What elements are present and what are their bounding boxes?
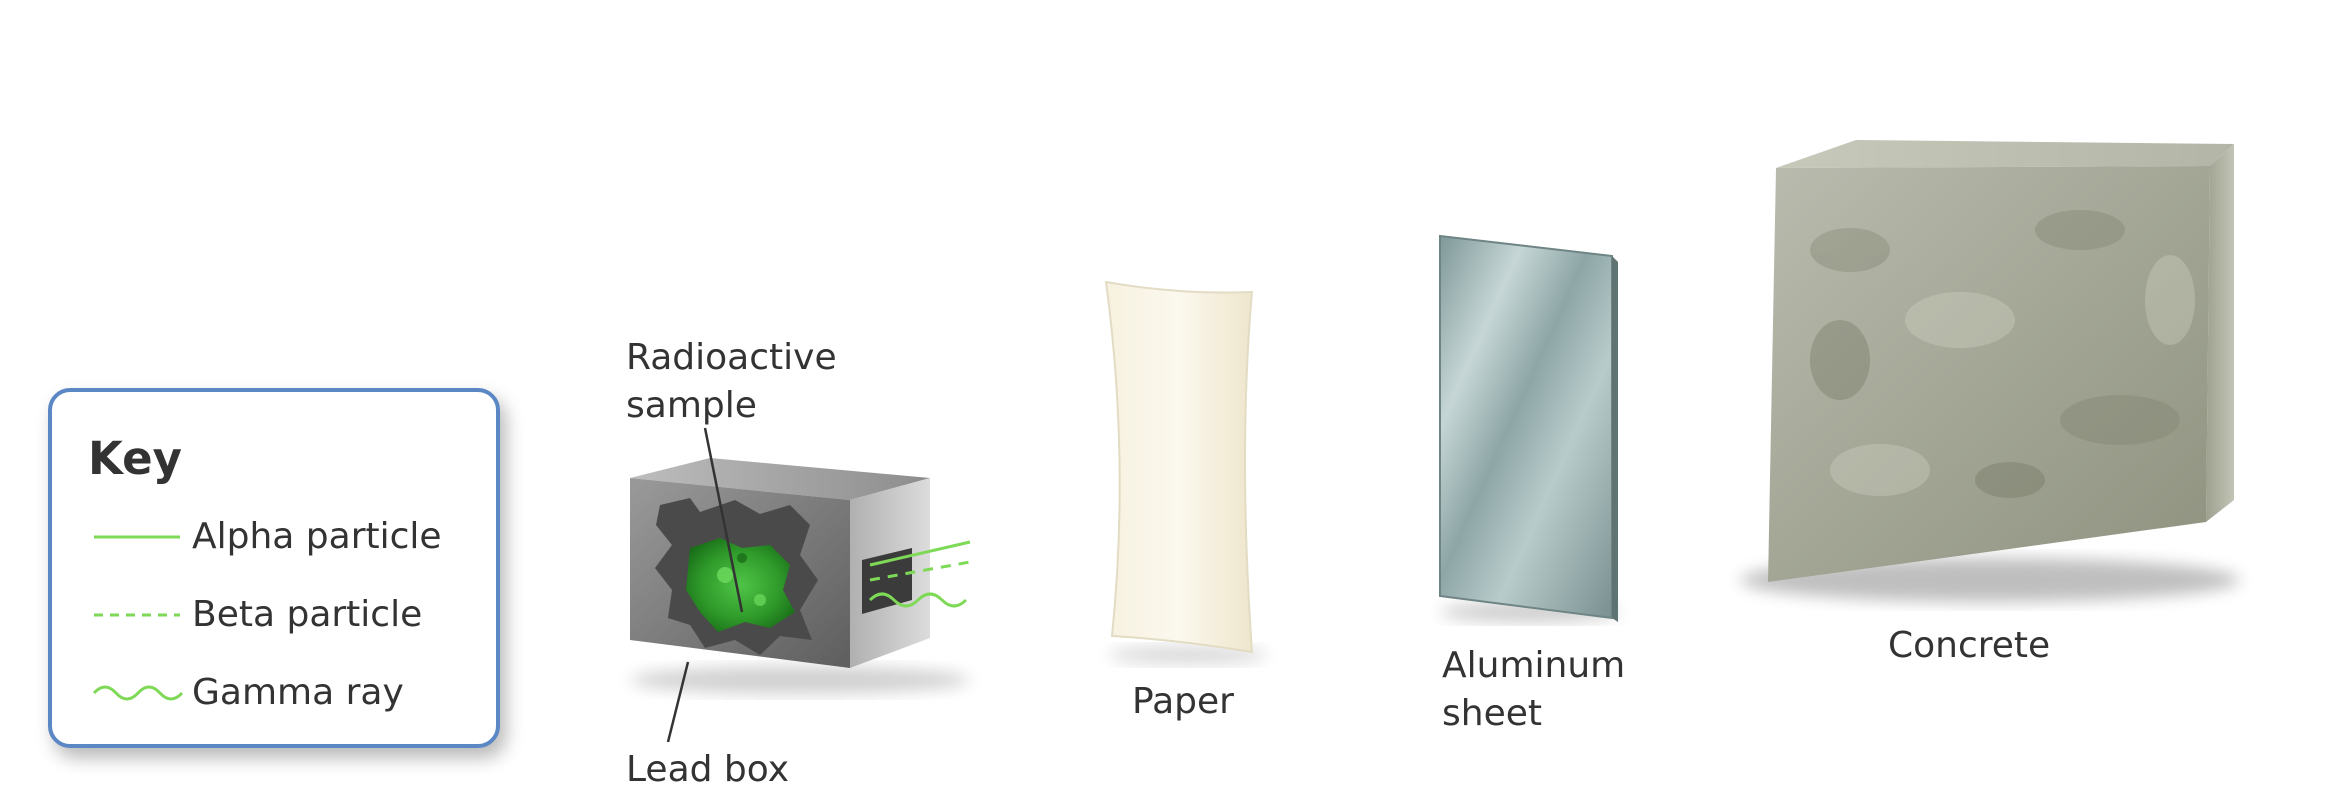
- key-title: Key: [88, 432, 182, 485]
- key-item-gamma: [88, 668, 488, 718]
- key-item-label: Beta particle: [192, 594, 423, 635]
- key-legend: [48, 388, 500, 748]
- solid-line-icon: [88, 512, 188, 562]
- aluminum-sheet: [1440, 236, 1620, 622]
- aluminum-sheet-label: Aluminum sheet: [1442, 645, 1626, 734]
- key-item-beta: [88, 590, 488, 640]
- concrete-block: [1740, 140, 2240, 602]
- key-item-alpha: [88, 512, 488, 562]
- lead-box: [630, 458, 970, 694]
- radioactive-sample-label: Radioactive sample: [626, 337, 837, 426]
- dashed-line-icon: [88, 590, 188, 640]
- paper-sheet: [1106, 282, 1268, 664]
- key-item-label: Gamma ray: [192, 672, 404, 713]
- key-item-label: Alpha particle: [192, 516, 442, 557]
- lead-box-label: Lead box: [626, 749, 790, 790]
- wavy-line-icon: [88, 668, 188, 718]
- concrete-label: Concrete: [1888, 625, 2051, 666]
- paper-label: Paper: [1132, 681, 1234, 722]
